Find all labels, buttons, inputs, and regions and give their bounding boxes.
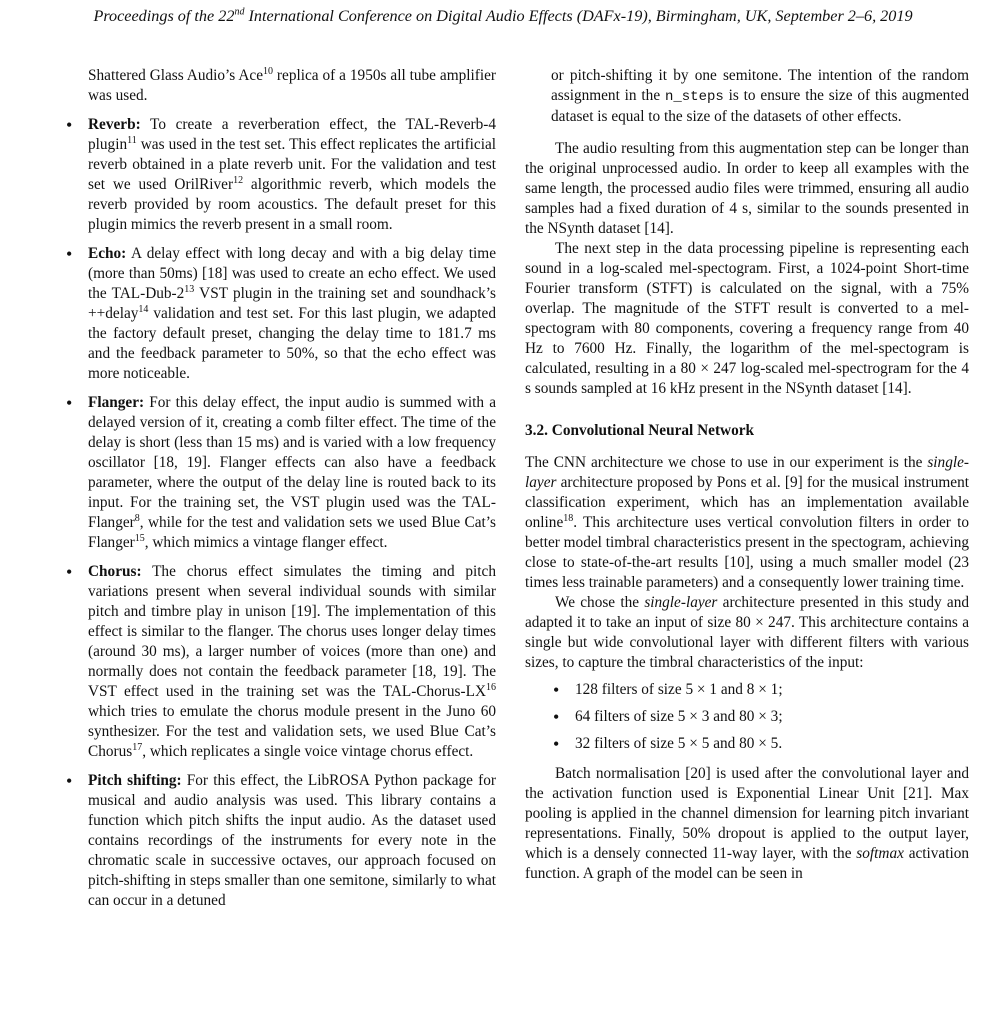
item-title: Pitch shifting:: [88, 772, 182, 789]
footnote-ref: 12: [233, 174, 244, 186]
paragraph-batch-norm: Batch normalisation [20] is used after the convolutional layer and the activation function used is Exponential Linear Unit [21]. Max pooling is applied in the channel dimension for learning pitch invariant representations. Finally, 50% dropout is applied to the output layer, which is a densely connected 11-way layer, with the softmax activation function. A graph of the model can be seen in: [525, 765, 970, 882]
footnote-ref: 16: [486, 681, 496, 693]
item-title: Echo:: [88, 245, 127, 262]
list-item: • 64 filters of size 5 × 3 and 80 × 3;: [549, 707, 969, 727]
item-title: Chorus:: [88, 563, 142, 580]
filters-list: [549, 680, 969, 754]
list-item-pitch-shifting: • Pitch shifting: For this effect, the LibROSA Python package for musical and audio analysis was used. This library contains a function which pitch shifts the input audio. As the dataset used contains recordings of the instruments for every note in the chromatic scale in successive octaves, our approach focused on pitch-shifting in steps smaller than one semitone, similarly to what can occur in a detuned: [62, 771, 496, 911]
item-title: Flanger:: [88, 394, 145, 411]
footnote-ref: 18: [563, 512, 574, 524]
list-item-flanger: • Flanger: For this delay effect, the input audio is summed with a delayed version of it, creating a comb filter effect. The time of the delay is short (less than 15 ms) and is varied with a low frequency oscillator [18, 19]. Flanger effects can also have a feedback parameter, where the output of the delay line is routed back to its input. For the training set, the VST plugin used was the TAL-Flanger$^8$, while for the test and validation sets we used Blue Cat’s Flanger$^{15}$, which mimics a vintage flanger effect.: [62, 393, 496, 553]
item-title: Reverb:: [88, 116, 141, 133]
footnote-ref: 13: [184, 283, 195, 295]
list-item-chorus: • Chorus: The chorus effect simulates the timing and pitch variations present when several individual sounds with similar pitch and timbre play in unison [19]. The implementation of this effect is similar to the flanger. The chorus uses longer delay times (around 30 ms), a larger number of voices (more than one) and normally does not contain the feedback parameter [18, 19]. The VST effect used in the training set was the TAL-Chorus-LX$^{16}$ which tries to emulate the chorus module present in the Juno 60 synthesizer. For the test and validation sets, we used Blue Cat’s Chorus$^{17}$, which replicates a single voice vintage chorus effect.: [62, 562, 496, 762]
footnote-ref: 8: [134, 512, 140, 524]
paragraph-architecture: We chose the single-layer architecture presented in this study and adapted it to take an input of size 80 × 247. This architecture contains a single but wide convolutional layer with different filters with various sizes, to capture the timbral characteristics of the input:: [525, 594, 969, 671]
header-text: Proceedings of the 22: [93, 7, 235, 25]
section-heading: 3.2. Convolutional Neural Network: [525, 422, 755, 439]
right-column: [525, 66, 969, 884]
list-item: • 32 filters of size 5 × 5 and 80 × 5.: [549, 734, 969, 754]
footnote-ref: 15: [134, 532, 145, 544]
list-item-echo: • Echo: A delay effect with long decay and with a big delay time (more than 50ms) [18] was used to create an echo effect. We used the TAL-$Dub-2^{13}$ VST plugin in the training set and soundhack’s ++delay$^{14}$ validation and test set. For this last plugin, we adapted the factory default preset, changing the delay time to 181.7 ms and the feedback parameter to 50%, so that the echo effect was more noticeable.: [62, 244, 496, 384]
list-item-reverb: • Reverb: To create a reverberation effect, the TAL-Reverb-4 plugin$^{11}$ was used in the test set. This effect replicates the artificial reverb obtained in a plate reverb unit. For the validation and test set we used OrilRiver$^{12}$ algorithmic reverb, which models the reverb provided by room acoustics. The default preset for this plugin mimics the reverb present in a small room.: [62, 115, 496, 235]
header-text-rest: International Conference on Digital Audio Effects (DAFx-19), Birmingham, UK, September 2–6, 2019: [244, 7, 913, 25]
paragraph-trimming: The audio resulting from this augmentation step can be longer than the original unprocessed audio. In order to keep all examples with the same length, the processed audio files were trimmed, ensuring all audio samples had a fixed duration of 4 s, similar to the sounds presented in the NSynth dataset [14].: [525, 140, 969, 237]
footnote-ref: 14: [138, 303, 149, 315]
running-header: [0, 6, 1006, 26]
pitch-continuation: or pitch-shifting it by one semitone. The intention of the random assignment in the n_steps is to ensure the size of this augmented dataset is equal to the size of the datasets of other effects.: [551, 67, 970, 125]
effects-list: [62, 115, 496, 911]
code-n-steps: n_steps: [664, 89, 724, 105]
paragraph-mel-spectrogram: The next step in the data processing pipeline is representing each sound in a log-scaled mel-spectogram. First, a 1024-point Short-time Fourier transform (STFT) is calculated on the signal, with a 75% overlap. The magnitude of the STFT result is converted to a mel-spectogram with 80 components, covering a frequency range from 40 Hz to 7600 Hz. Finally, the logarithm of the mel-spectogram is calculated, resulting in a 80 × 247 log-scaled mel-spectrogram for the 4 s sounds sampled at 16 kHz present in the NSynth dataset [14].: [525, 240, 969, 397]
footnote-ref: 17: [132, 741, 143, 753]
list-item: • 128 filters of size 5 × 1 and 8 × 1;: [549, 680, 969, 700]
intro-continuation: Shattered Glass Audio’s Ace$^{10}$ replica of a 1950s all tube amplifier was used.: [88, 65, 496, 104]
footnote-ref: 11: [127, 134, 137, 146]
header-ordinal: nd: [234, 6, 245, 18]
paragraph-cnn: The CNN architecture we chose to use in our experiment is the single-layer architecture proposed by Pons et al. [9] for the musical instrument classification experiment, which has an implementation available online$^{18}$. This architecture uses vertical convolution filters in order to better model timbral characteristics present in the spectogram, achieving close to state-of-the-art results [10], using a much smaller model (23 times less trainable parameters) and a consequently lower training time.: [525, 454, 969, 591]
left-column: [62, 66, 496, 911]
footnote-ref: 10: [262, 65, 273, 77]
